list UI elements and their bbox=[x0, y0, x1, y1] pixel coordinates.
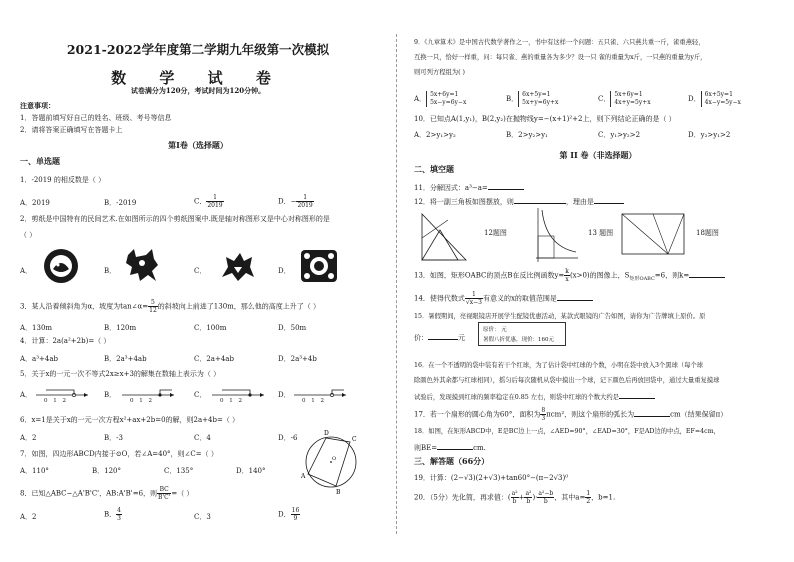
q1-option-a[interactable]: A．2019 bbox=[20, 199, 50, 207]
q5-option-a[interactable]: A． bbox=[20, 391, 33, 399]
q9-line: 则可列方程组为( ) bbox=[414, 69, 465, 76]
q8-option-c[interactable]: C．3 bbox=[194, 513, 211, 521]
label-a: A bbox=[301, 473, 306, 480]
ad-original-price: 原价： 元 bbox=[483, 327, 507, 333]
q5-stem: 5．关于x的一元一次不等式2x≥x+3的解集在数轴上表示为（ ） bbox=[20, 370, 221, 378]
q11-stem: 11．分解因式：a³−a= bbox=[414, 182, 524, 193]
q10-option-a[interactable]: A．2>y₁>y₂ bbox=[414, 131, 456, 139]
q10-option-d[interactable]: D．y₂>y₁>2 bbox=[688, 131, 731, 139]
cyclic-quadrilateral-figure bbox=[300, 428, 362, 500]
q2-option-c[interactable]: C． bbox=[194, 267, 207, 275]
q12-reason-blank[interactable] bbox=[594, 196, 624, 204]
q10-stem: 10．已知点A(1,y₁)，B(2,y₂)在抛物线y=−(x+1)²+2上，则下列结论正确的是（ ） bbox=[414, 115, 676, 123]
q3-stem: 3．某人沿着倾斜角为α，坡度为tan∠α= $\frac{5}{12}$ 的斜坡向上前进了130m，那么他的高度上升了（ ） bbox=[20, 299, 321, 314]
fig12-caption: 12题图 bbox=[484, 229, 507, 237]
q7-option-d[interactable]: D．140° bbox=[236, 467, 266, 475]
right-column bbox=[414, 0, 782, 562]
q1-option-c[interactable]: C． $\frac{1}{2019}$ bbox=[194, 194, 223, 209]
q8-option-b[interactable]: B． $\frac{4}{3}$ bbox=[104, 507, 121, 522]
number-line-ticks-c: 0 1 2 bbox=[220, 398, 242, 404]
q4-option-b[interactable]: B．2a³+4ab bbox=[104, 355, 147, 363]
notice-item: 1．答题前填写好自己的姓名、班级、考号等信息 bbox=[20, 114, 172, 122]
q9-line: 互换一只，恰好一样重，问：每只雀、燕的重量各为多少？设一只 雀的重量为x斤，一只燕的重量为y斤， bbox=[414, 54, 707, 61]
q2-option-d[interactable]: D． bbox=[278, 267, 291, 275]
q13-answer-blank[interactable] bbox=[689, 270, 725, 278]
q16-line: 除颜色外其余都与红球相同），摇匀后每次随机从袋中摸出一个球，记下颜色后再放回袋中，通过大量重复摸球 bbox=[414, 377, 720, 384]
q9-option-a[interactable]: A．5x+6y=1 5x−y=6y−x bbox=[414, 91, 467, 106]
q14-stem: 14．使得代数式 $\frac{1}{√x-3}$ 有意义的x的取值范围是 bbox=[414, 291, 593, 306]
q4-option-a[interactable]: A．a³+4ab bbox=[20, 355, 59, 363]
triangle-rulers-figure bbox=[418, 208, 470, 268]
fig18-caption: 18题图 bbox=[696, 229, 719, 237]
q7-option-a[interactable]: A．110° bbox=[20, 467, 49, 475]
q12-answer-blank-2[interactable] bbox=[540, 196, 566, 204]
q12-stem: 12．将一副三角板如图摆放，则 ，理由是 bbox=[414, 196, 624, 207]
paper-cut-c-image bbox=[218, 247, 258, 289]
q4-option-d[interactable]: D．2a³+4b bbox=[278, 355, 317, 363]
exam-title: 2021-2022学年度第二学期九年级第一次模拟 bbox=[66, 42, 330, 57]
section-solve: 三、解答题（66分） bbox=[414, 456, 490, 466]
exam-meta: 试卷满分为120分，考试时间为120分钟。 bbox=[130, 86, 266, 95]
q16-line: 16．在一个不透明的袋中装有若干个红球，为了估计袋中红球的个数，小明在袋中放入3个黑球（每个球 bbox=[414, 362, 704, 369]
q8-option-d[interactable]: D． $\frac{16}{9}$ bbox=[278, 507, 300, 522]
q12-answer-blank[interactable] bbox=[514, 196, 540, 204]
reciprocal-function-figure bbox=[530, 206, 580, 268]
q9-option-d[interactable]: D．6x+5y=1 4x−y=5y−x bbox=[688, 91, 741, 106]
part2-title: 第 II 卷（非选择题） bbox=[559, 150, 637, 160]
q15-line2: 价： 元 bbox=[414, 334, 465, 342]
q10-option-c[interactable]: C．y₁>y₂>2 bbox=[598, 131, 641, 139]
section-fill-blank: 二、填空题 bbox=[414, 164, 454, 174]
paper-cut-b-image bbox=[122, 245, 164, 289]
q9-option-c[interactable]: C．5x+6y=1 4x+y=5y+x bbox=[598, 91, 651, 106]
q19-stem: 19．计算：(2−√3)(2+√3)+tan60°−(π−2√3)⁰ bbox=[414, 474, 569, 482]
label-c: C bbox=[352, 436, 357, 443]
column-divider bbox=[396, 34, 397, 534]
q15-line: 15．暑假期间，亮视眼镜店开展学生配镜优惠活动，某款式眼镜的广告如图，请你为广告牌填上原价。原 bbox=[414, 313, 706, 320]
q18-answer-blank[interactable] bbox=[437, 442, 473, 450]
q14-answer-blank[interactable] bbox=[557, 293, 593, 301]
q16-answer-blank[interactable] bbox=[619, 391, 655, 399]
q7-option-b[interactable]: B．120° bbox=[92, 467, 122, 475]
q8-option-a[interactable]: A．2 bbox=[20, 513, 37, 521]
fig13-caption: 13 题图 bbox=[588, 229, 614, 237]
q6-option-b[interactable]: B．-3 bbox=[104, 434, 123, 442]
label-b: B bbox=[336, 489, 341, 496]
label-o: O bbox=[332, 456, 337, 462]
q7-option-c[interactable]: C．135° bbox=[164, 467, 194, 475]
q2-stem: 2．剪纸是中国特有的民间艺术.在如图所示的四个剪纸图案中.既是轴对称图形又是中心对称图形的是 bbox=[20, 215, 330, 223]
paper-cut-a-image bbox=[42, 247, 80, 289]
notice-item: 2．请将答案正确填写在答题卡上 bbox=[20, 126, 123, 134]
q3-option-a[interactable]: A．130m bbox=[20, 324, 53, 332]
q2-option-b[interactable]: B． bbox=[104, 267, 117, 275]
q1-option-d[interactable]: D．− $\frac{1}{2019}$ bbox=[278, 194, 313, 209]
q6-option-a[interactable]: A．2 bbox=[20, 434, 37, 442]
q17-stem: 17．若一个扇形的圆心角为60°，面积为 $\frac{8}{3}$ πcm²，则这个扇形的弧长为 cm（结果保留π） bbox=[414, 407, 728, 422]
ad-discount-price: 暑假八折优惠，现价：160元 bbox=[483, 337, 554, 343]
q7-stem: 7．如图，四边形ABCD内接于⊙O，若∠A=40°，则∠C=（ ） bbox=[20, 450, 218, 458]
exam-subject: 数 学 试 卷 bbox=[111, 69, 285, 87]
part1-title: 第Ⅰ卷（选择题） bbox=[168, 140, 228, 150]
q15-answer-blank[interactable] bbox=[428, 332, 458, 340]
q8-stem: 8．已知△ABC∽△A'B'C'，AB:A'B'=6，则 $\frac{BC}{B'C'}$ =（ ） bbox=[20, 486, 194, 501]
q6-stem: 6．x=1是关于x的一元一次方程x²+ax+2b=0的解，则2a+4b=（ ） bbox=[20, 416, 240, 424]
notice-heading: 注意事项： bbox=[20, 101, 55, 110]
q4-option-c[interactable]: C．2a+4ab bbox=[194, 355, 234, 363]
q1-stem: 1．-2019 的相反数是（ ） bbox=[20, 176, 106, 184]
q9-line: 9．《九章算术》是中国古代数学著作之一，书中有这样一个问题：五只雀、六只燕共重一斤，雀重燕轻， bbox=[414, 39, 705, 46]
paper-cut-d-image bbox=[298, 247, 340, 289]
q11-answer-blank[interactable] bbox=[488, 182, 524, 190]
q3-option-d[interactable]: D．50m bbox=[278, 324, 307, 332]
q20-stem: 20．（5分）先化简，再求值：( $\frac{\text{a²}}{b}$ + $\frac{\text{a²}}{b}$ )· $\frac{\text{a²−b}}{b}$ ，其中a= $\frac{1}{2}$ ，b=1. bbox=[414, 490, 616, 505]
section-single-choice: 一、单选题 bbox=[20, 156, 60, 166]
q6-option-c[interactable]: C．4 bbox=[194, 434, 211, 442]
q9-option-b[interactable]: B．6x+5y=1 5x+y=6y+x bbox=[506, 91, 559, 106]
number-line-ticks-d: 0 1 2 bbox=[302, 398, 324, 404]
rectangle-abcd-figure bbox=[618, 210, 688, 264]
q3-option-c[interactable]: C．100m bbox=[194, 324, 227, 332]
q2-stem-paren: （ ） bbox=[20, 231, 37, 239]
number-line-ticks-a: 0 1 2 bbox=[44, 398, 66, 404]
q10-option-b[interactable]: B．2>y₂>y₁ bbox=[506, 131, 548, 139]
q18-line: 18．如图，在矩形ABCD中，E是BC边上一点，∠AED=90°，∠EAD=30°，F是AD边的中点，EF=4cm， bbox=[414, 428, 720, 435]
label-d: D bbox=[324, 430, 329, 437]
q1-option-b[interactable]: B．-2019 bbox=[104, 199, 137, 207]
q13-stem: 13．如图，矩形OABC的顶点B在反比例函数y= $\frac{k}{x}$ (x>0)的图像上，$S_{矩形OABC}=6$，则k= bbox=[414, 268, 725, 284]
q3-option-b[interactable]: B．120m bbox=[104, 324, 137, 332]
q5-option-d[interactable]: D． bbox=[278, 391, 291, 399]
q5-option-c[interactable]: C． bbox=[194, 391, 207, 399]
q18-line2: 则BE= cm. bbox=[414, 444, 486, 452]
left-column bbox=[18, 0, 378, 562]
q17-answer-blank[interactable] bbox=[634, 409, 670, 417]
q16-line: 试验后，发现摸到红球的频率稳定在0.85 左右，则袋中红球的个数大约是 bbox=[414, 391, 655, 402]
q2-option-a[interactable]: A． bbox=[20, 267, 33, 275]
q5-option-b[interactable]: B． bbox=[104, 391, 117, 399]
glasses-ad-board bbox=[478, 322, 566, 346]
q6-option-d[interactable]: D．-6 bbox=[278, 434, 298, 442]
q4-stem: 4．计算：2a(a²+2b)=（ ） bbox=[20, 337, 111, 345]
number-line-ticks-b: 0 1 2 bbox=[130, 398, 152, 404]
